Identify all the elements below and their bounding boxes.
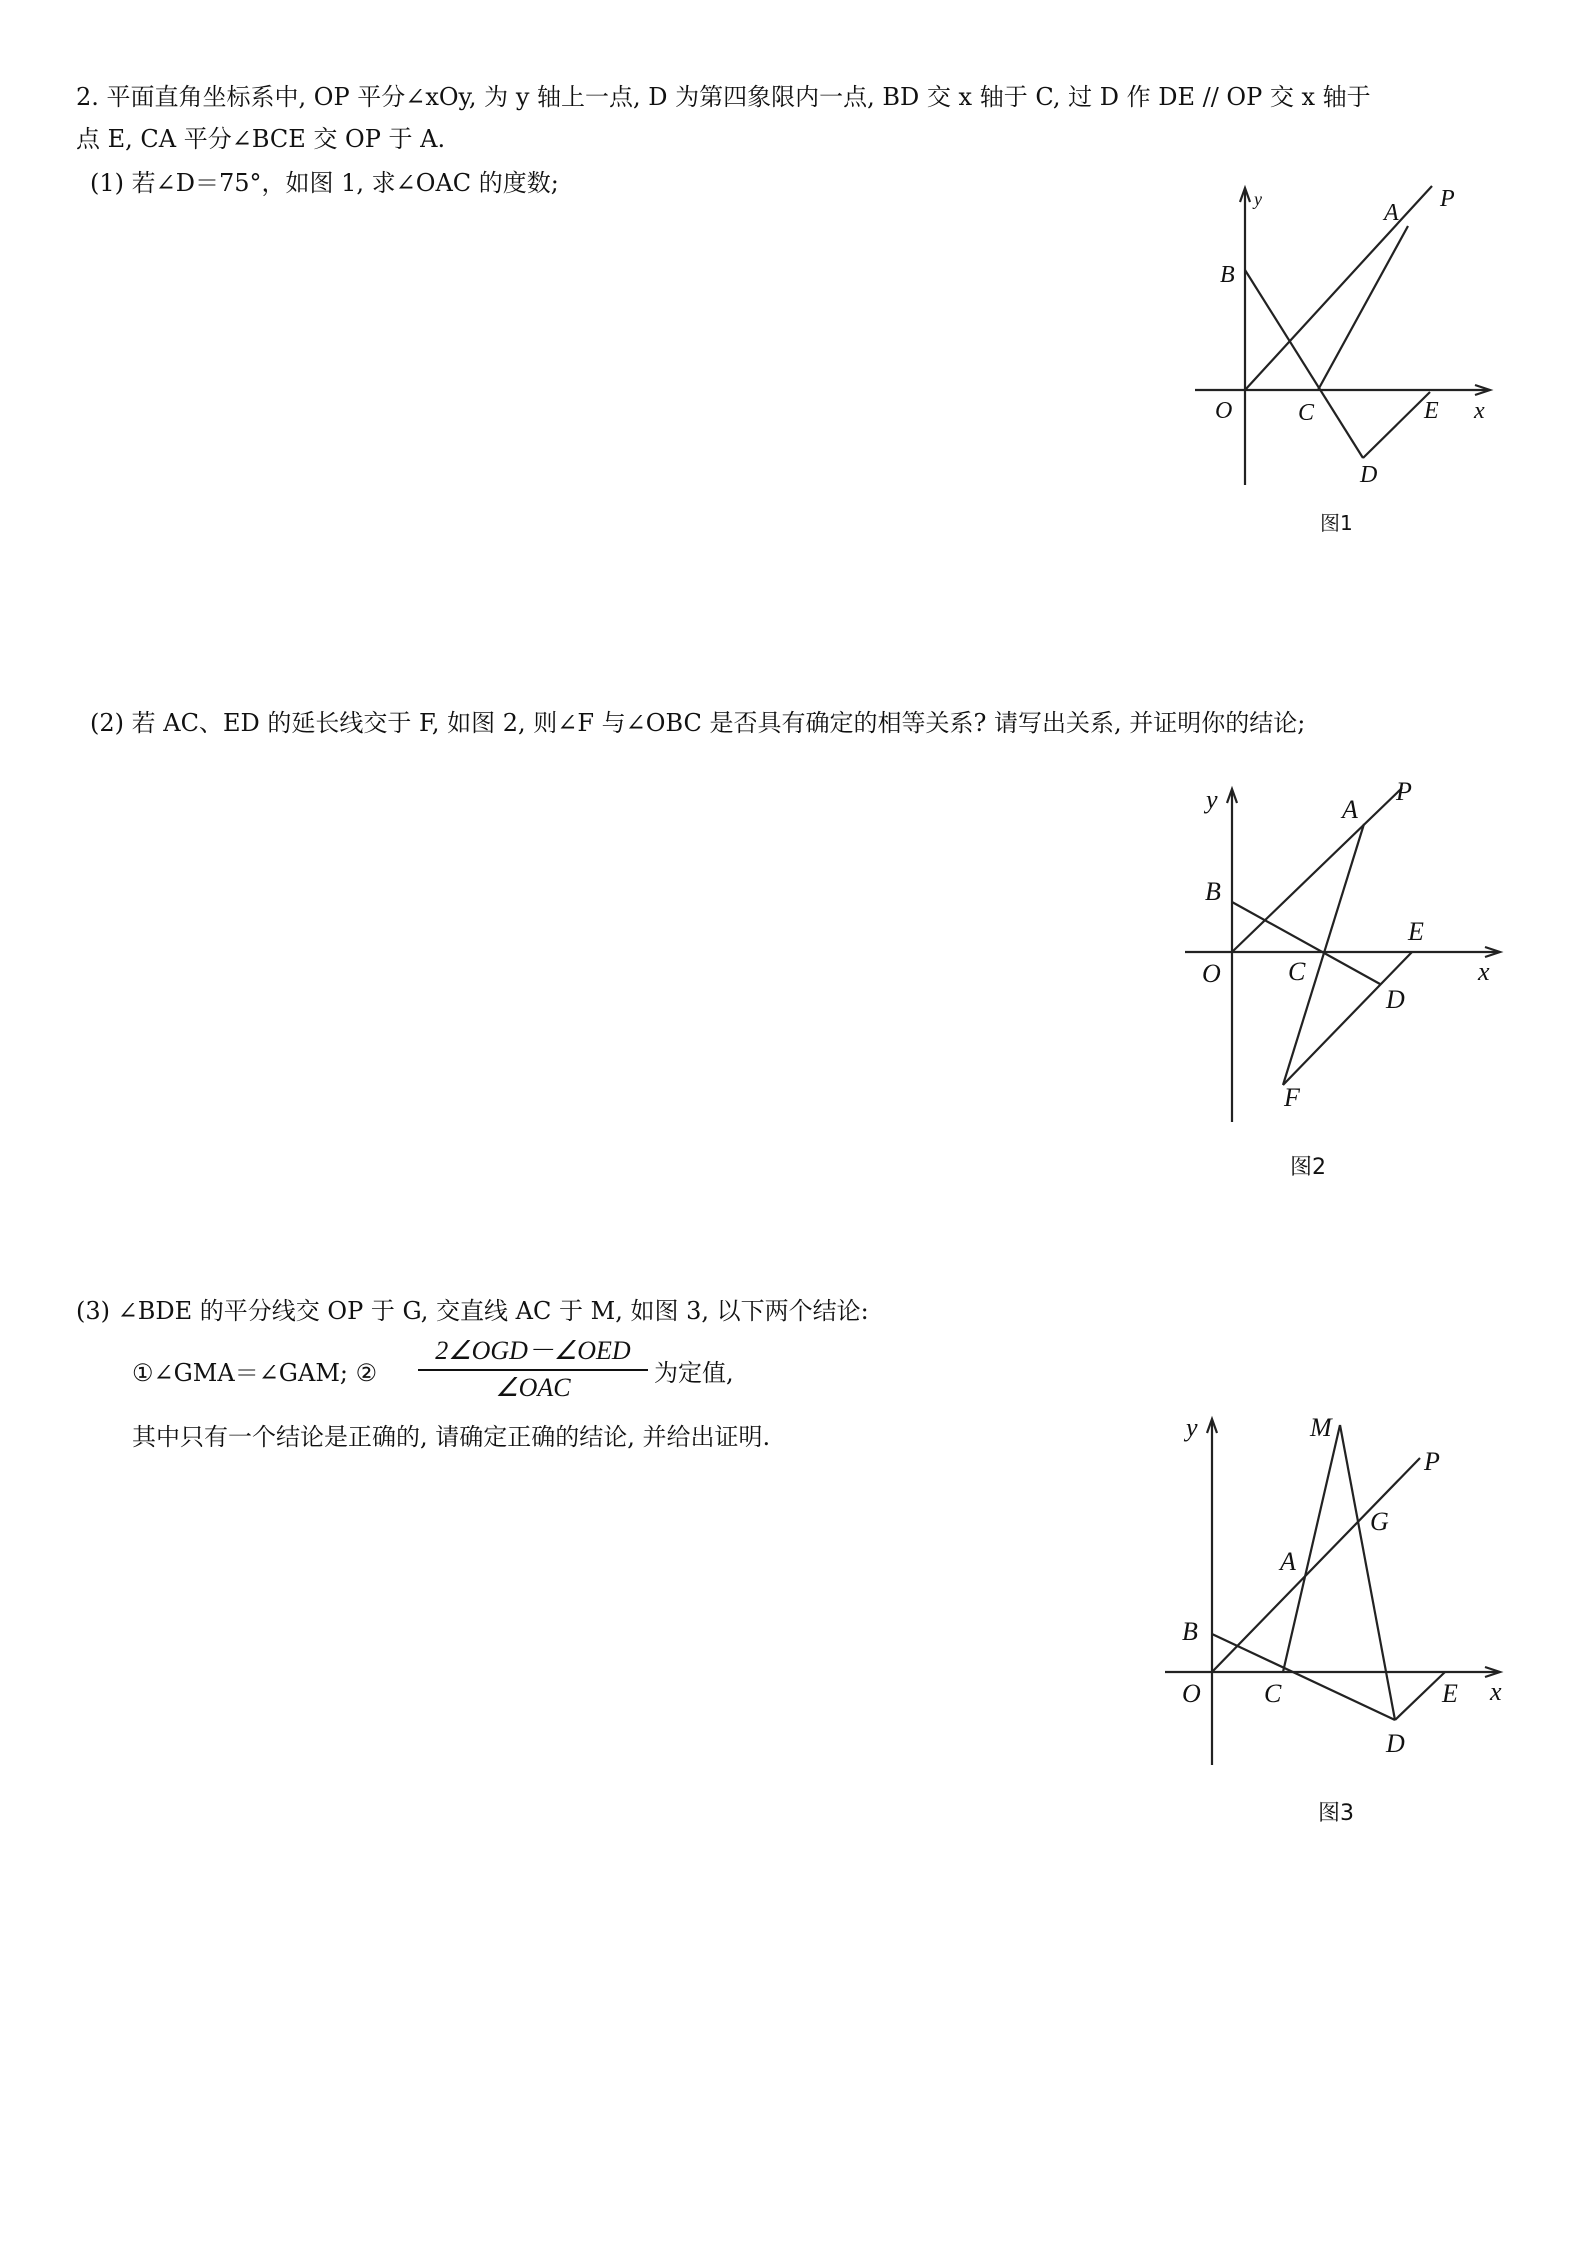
fig3-dm-line xyxy=(1340,1425,1395,1720)
fig2-label-c: C xyxy=(1288,957,1306,986)
fig1-label-a: A xyxy=(1384,200,1399,226)
fig3-label-p: P xyxy=(1424,1447,1440,1476)
fig2-caption: 图2 xyxy=(1290,1155,1326,1180)
fig3-label-b: B xyxy=(1182,1617,1198,1646)
fig3-label-x: x xyxy=(1490,1677,1502,1706)
fig1-label-y: y xyxy=(1254,189,1262,209)
fig3-bd-line xyxy=(1212,1634,1395,1720)
fig1-label-b: B xyxy=(1220,262,1235,288)
part3-fraction-denominator: ∠OAC xyxy=(495,1373,571,1402)
fig3-caption: 图3 xyxy=(1318,1801,1354,1826)
part3-conclusion1: ①∠GMA＝∠GAM; ② xyxy=(132,1359,378,1387)
part3-question: (3) ∠BDE 的平分线交 OP 于 G, 交直线 AC 于 M, 如图 3, 以下两个结论: xyxy=(76,1297,869,1325)
fig2-label-x: x xyxy=(1478,957,1490,986)
fig3-label-m: M xyxy=(1310,1413,1332,1442)
fig3-label-e: E xyxy=(1442,1679,1458,1708)
part1-question: (1) 若∠D＝75°，如图 1, 求∠OAC 的度数; xyxy=(90,169,559,197)
fig2-label-o: O xyxy=(1202,959,1221,988)
fig2-label-p: P xyxy=(1396,777,1412,806)
fig2-label-b: B xyxy=(1205,877,1221,906)
fig3-label-c: C xyxy=(1264,1679,1282,1708)
fig3-label-a: A xyxy=(1280,1547,1296,1576)
fig1-label-x: x xyxy=(1474,398,1485,424)
fig1-label-d: D xyxy=(1360,462,1378,488)
part3-conclusion-tail: 为定值, xyxy=(654,1359,734,1387)
fig1-label-o: O xyxy=(1215,398,1233,424)
part3-fraction-numerator: 2∠OGD－∠OED xyxy=(435,1336,631,1365)
fig1-label-c: C xyxy=(1298,400,1315,426)
fig3-op-line xyxy=(1212,1458,1420,1672)
fig3-label-o: O xyxy=(1182,1679,1201,1708)
fig2-label-f: F xyxy=(1284,1083,1300,1112)
fig2-label-a: A xyxy=(1342,795,1358,824)
fig2-label-y: y xyxy=(1206,785,1218,814)
fig1-label-p: P xyxy=(1440,186,1455,212)
fig3-label-y: y xyxy=(1186,1413,1198,1442)
fig1-label-e: E xyxy=(1424,398,1439,424)
fig1-caption: 图1 xyxy=(1320,511,1353,535)
part3-instruction: 其中只有一个结论是正确的, 请确定正确的结论, 并给出证明. xyxy=(132,1423,771,1451)
fig2-label-d: D xyxy=(1386,985,1405,1014)
fig2-label-e: E xyxy=(1408,917,1424,946)
fig3-de-line xyxy=(1395,1672,1445,1720)
problem-intro-line2: 点 E, CA 平分∠BCE 交 OP 于 A. xyxy=(76,125,446,153)
part2-question: (2) 若 AC、ED 的延长线交于 F, 如图 2, 则∠F 与∠OBC 是否具有确定的相等关系? 请写出关系, 并证明你的结论; xyxy=(90,709,1306,737)
problem-intro-line1: 2. 平面直角坐标系中, OP 平分∠xOy, 为 y 轴上一点, D 为第四象限内一点, BD 交 x 轴于 C, 过 D 作 DE // OP 交 x 轴于 xyxy=(76,83,1371,111)
fig3-label-g: G xyxy=(1370,1507,1389,1536)
fig3-label-d: D xyxy=(1386,1729,1405,1758)
